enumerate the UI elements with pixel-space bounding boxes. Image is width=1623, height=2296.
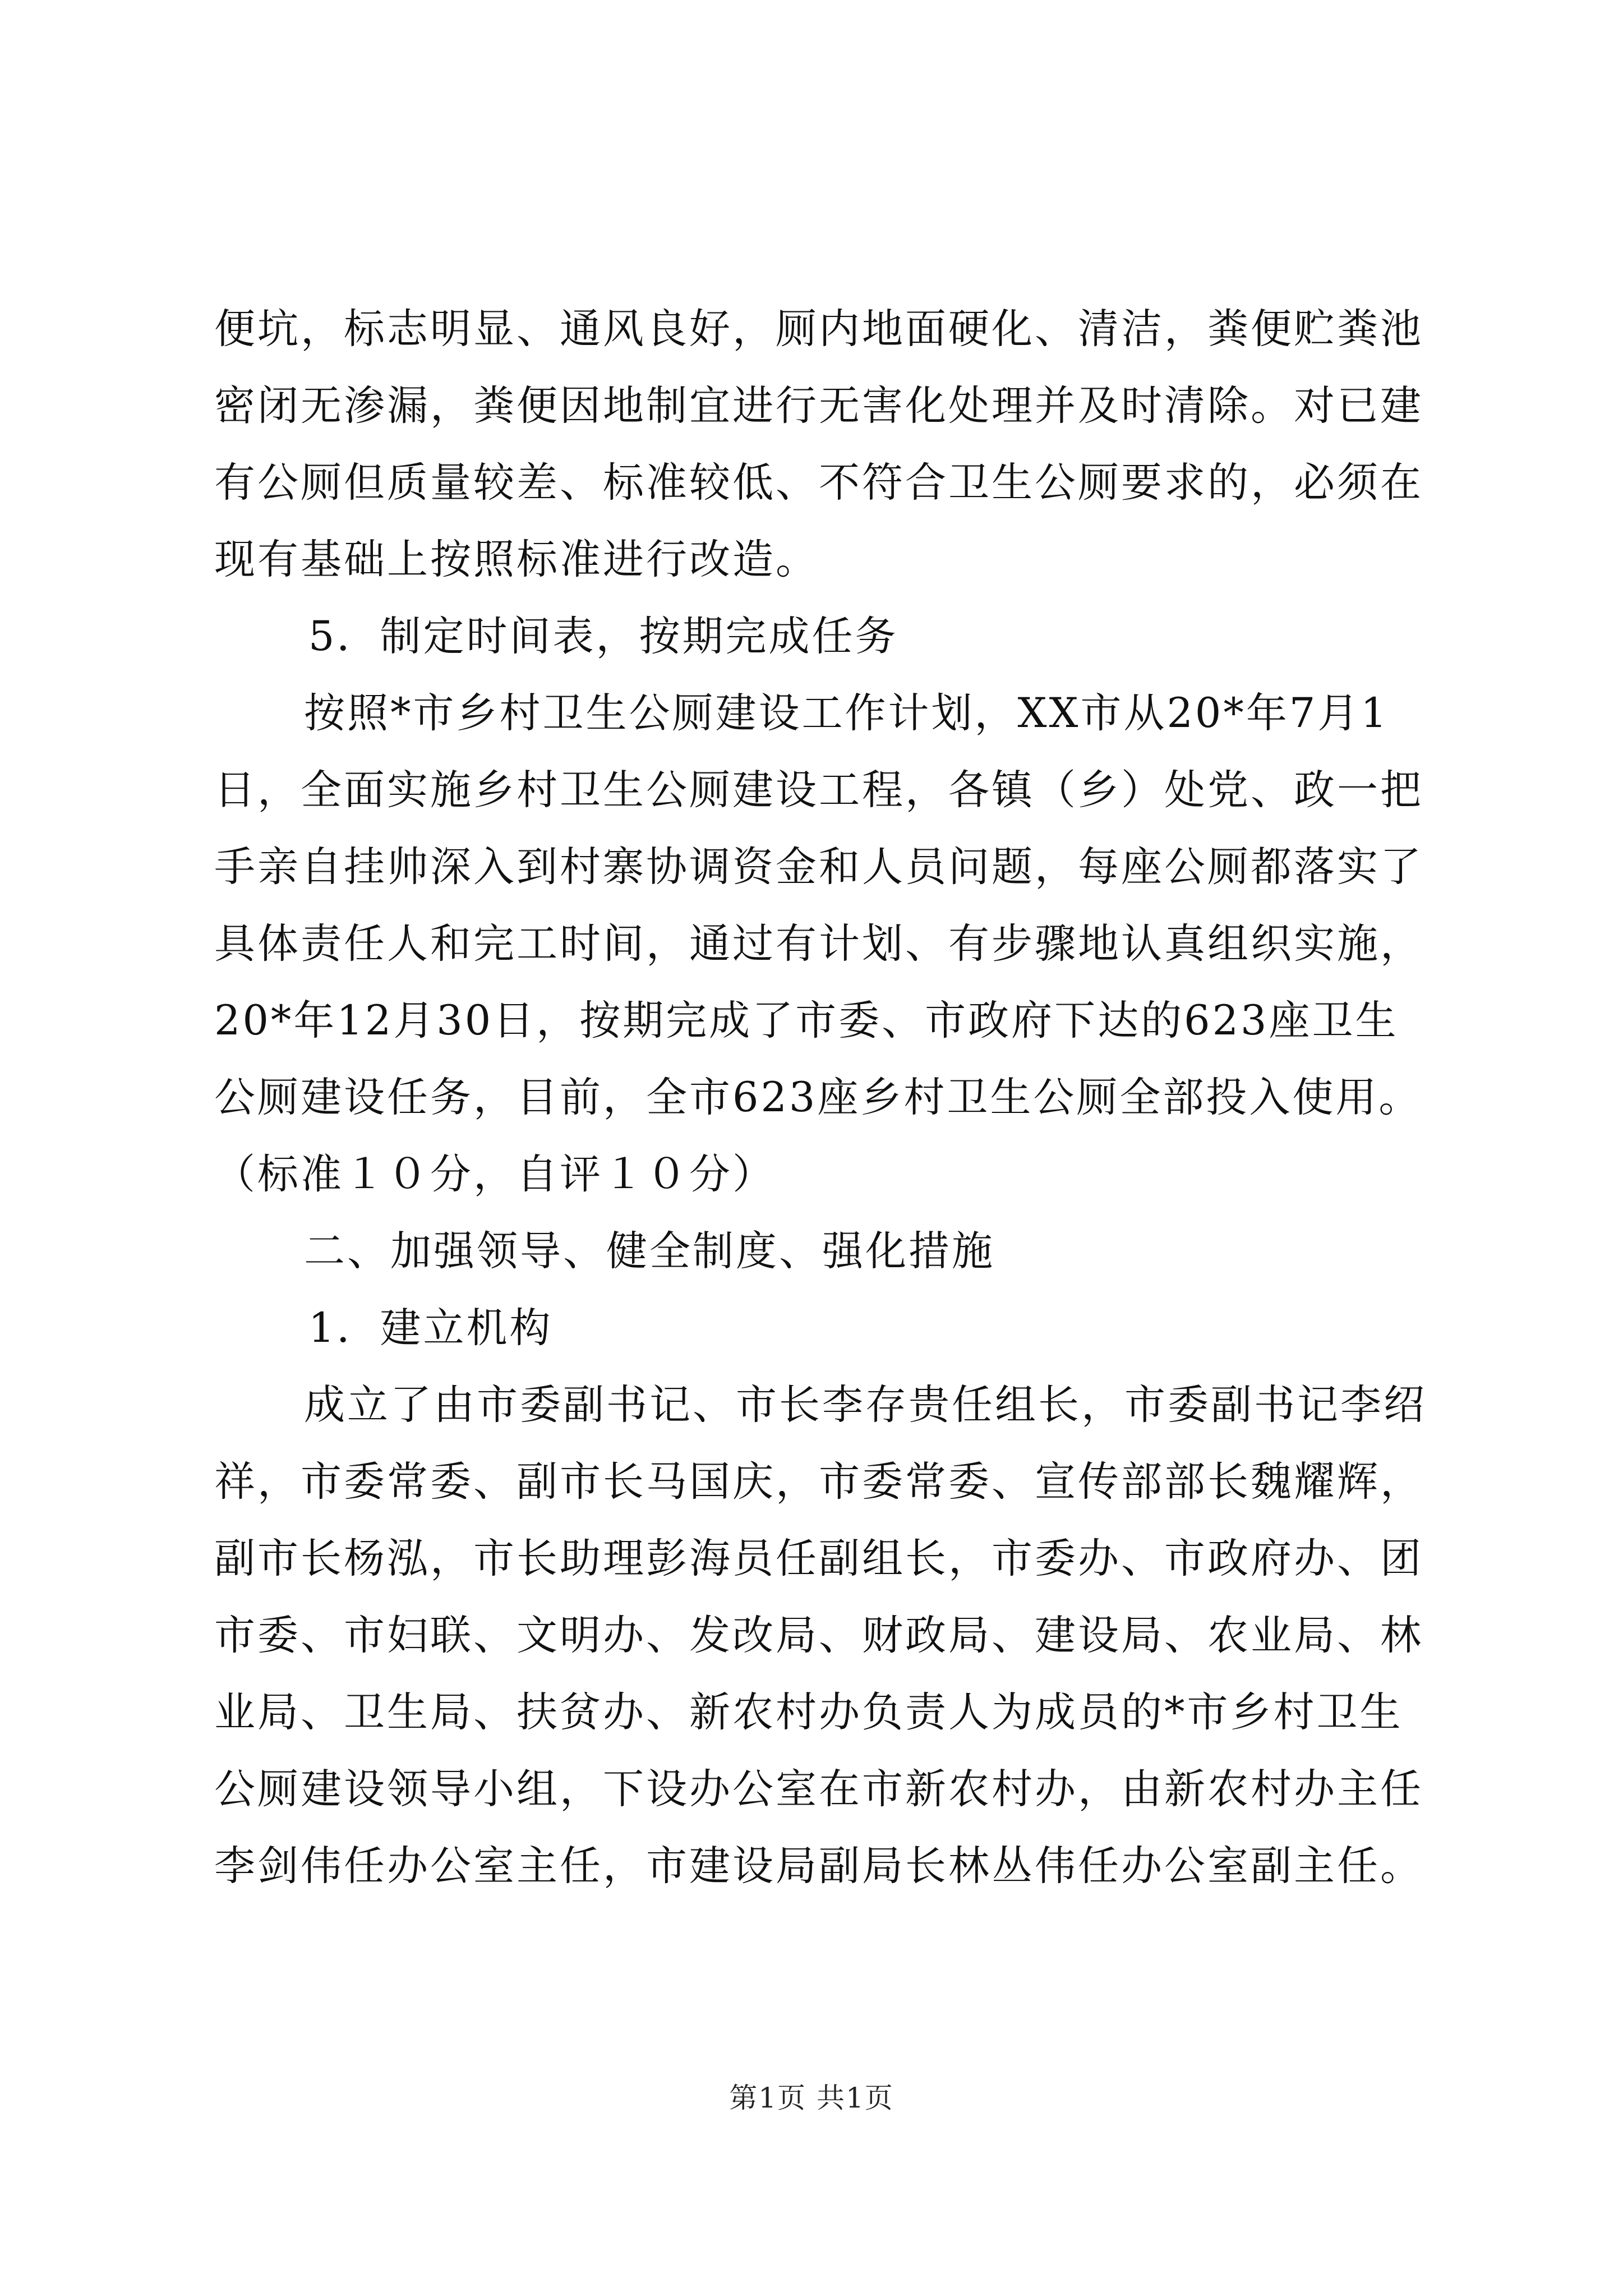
subsection-heading: 1．建立机构 [308, 1304, 553, 1352]
paragraph-line: （标准１０分，自评１０分） [214, 1151, 776, 1198]
paragraph-line: 具体责任人和完工时间，通过有计划、有步骤地认真组织实施， [214, 920, 1423, 968]
paragraph-line: 李剑伟任办公室主任，市建设局副局长林丛伟任办公室副主任。 [214, 1842, 1423, 1890]
paragraph-line: 成立了由市委副书记、市长李存贵任组长，市委副书记李绍 [304, 1381, 1427, 1429]
paragraph-line: 公厕建设任务，目前，全市623座乡村卫生公厕全部投入使用。 [214, 1074, 1422, 1121]
paragraph-line: 日，全面实施乡村卫生公厕建设工程，各镇（乡）处党、政一把 [214, 766, 1423, 814]
paragraph-line: 按照*市乡村卫生公厕建设工作计划，XX市从20*年7月1 [304, 689, 1389, 737]
paragraph-line: 有公厕但质量较差、标准较低、不符合卫生公厕要求的，必须在 [214, 459, 1423, 507]
paragraph-line: 20*年12月30日，按期完成了市委、市政府下达的623座卫生 [214, 997, 1399, 1045]
paragraph-line: 现有基础上按照标准进行改造。 [214, 536, 819, 583]
section-heading: 5．制定时间表，按期完成任务 [308, 613, 898, 660]
paragraph-line: 市委、市妇联、文明办、发改局、财政局、建设局、农业局、林 [214, 1612, 1423, 1659]
paragraph-line: 业局、卫生局、扶贫办、新农村办负责人为成员的*市乡村卫生 [214, 1688, 1403, 1736]
paragraph-line: 公厕建设领导小组，下设办公室在市新农村办，由新农村办主任 [214, 1765, 1423, 1813]
paragraph-line: 便坑，标志明显、通风良好，厕内地面硬化、清洁，粪便贮粪池 [214, 305, 1423, 353]
paragraph-line: 副市长杨泓，市长助理彭海员任副组长，市委办、市政府办、团 [214, 1535, 1423, 1582]
section-heading: 二、加强领导、健全制度、强化措施 [304, 1227, 995, 1275]
paragraph-line: 密闭无渗漏，粪便因地制宜进行无害化处理并及时清除。对已建 [214, 382, 1423, 430]
paragraph-line: 祥，市委常委、副市长马国庆，市委常委、宣传部部长魏耀辉， [214, 1458, 1423, 1506]
paragraph-line: 手亲自挂帅深入到村寨协调资金和人员问题，每座公厕都落实了 [214, 843, 1423, 891]
page-number-footer: 第1页 共1页 [729, 2082, 894, 2114]
